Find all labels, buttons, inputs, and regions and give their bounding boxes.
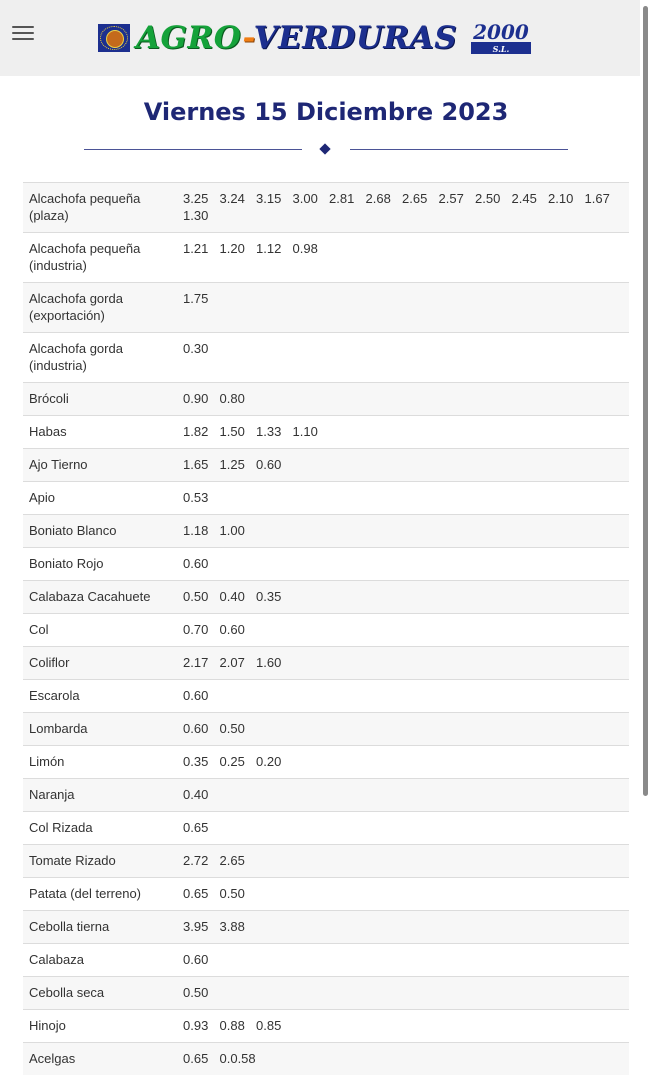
price-value: 0.20 — [256, 753, 293, 770]
product-name: Coliflor — [23, 647, 177, 680]
product-prices — [177, 449, 629, 482]
price-value: 0.60 — [183, 951, 220, 968]
price-value: 3.88 — [220, 918, 257, 935]
price-value: 0.25 — [220, 753, 257, 770]
product-name: Boniato Rojo — [23, 548, 177, 581]
price-value: 0.50 — [220, 720, 257, 737]
product-prices — [177, 383, 629, 416]
product-prices — [177, 614, 629, 647]
price-value: 2.50 — [475, 190, 512, 207]
product-name: Patata (del terreno) — [23, 878, 177, 911]
menu-line — [12, 38, 34, 40]
price-value: 1.25 — [220, 456, 257, 473]
price-value: 0.50 — [183, 984, 220, 1001]
price-value: 2.68 — [366, 190, 403, 207]
product-prices — [177, 944, 629, 977]
price-value: 0.60 — [220, 621, 257, 638]
product-name: Limón — [23, 746, 177, 779]
price-value: 2.45 — [512, 190, 549, 207]
product-name: Calabaza Cacahuete — [23, 581, 177, 614]
price-value: 2.81 — [329, 190, 366, 207]
logo-verduras: VERDURAS — [254, 20, 458, 56]
product-prices — [177, 746, 629, 779]
price-value: 2.17 — [183, 654, 220, 671]
price-value: 0.50 — [183, 588, 220, 605]
product-name: Hinojo — [23, 1010, 177, 1043]
price-value: 1.21 — [183, 240, 220, 257]
product-prices — [177, 812, 629, 845]
menu-line — [12, 26, 34, 28]
product-name: Alcachofa gorda (exportación) — [23, 283, 177, 333]
product-name: Brócoli — [23, 383, 177, 416]
product-name: Alcachofa pequeña (industria) — [23, 233, 177, 283]
logo-year-badge — [471, 22, 531, 54]
price-value: 2.65 — [402, 190, 439, 207]
product-prices — [177, 647, 629, 680]
price-value: 1.60 — [256, 654, 293, 671]
logo-year: 2000 — [471, 22, 531, 45]
price-value: 0.90 — [183, 390, 220, 407]
table-row — [23, 233, 629, 283]
price-value: 1.65 — [183, 456, 220, 473]
price-value: 0.65 — [183, 885, 220, 902]
table-row — [23, 812, 629, 845]
product-name: Cebolla tierna — [23, 911, 177, 944]
table-row — [23, 183, 629, 233]
price-value: 1.82 — [183, 423, 220, 440]
logo-suffix: S.L. — [471, 45, 531, 54]
price-value: 3.00 — [293, 190, 330, 207]
product-prices — [177, 878, 629, 911]
table-row — [23, 1043, 629, 1075]
price-value: 3.25 — [183, 190, 220, 207]
logo-emblem-icon — [98, 24, 130, 52]
product-prices — [177, 977, 629, 1010]
table-row — [23, 779, 629, 812]
price-value: 0.65 — [183, 1050, 220, 1067]
product-name: Lombarda — [23, 713, 177, 746]
product-name: Escarola — [23, 680, 177, 713]
price-value: 1.18 — [183, 522, 220, 539]
product-prices — [177, 680, 629, 713]
table-row — [23, 647, 629, 680]
price-value: 1.75 — [183, 290, 220, 307]
price-value: 0.85 — [256, 1017, 293, 1034]
price-value: 1.00 — [220, 522, 257, 539]
price-value: 3.15 — [256, 190, 293, 207]
price-value: 3.24 — [220, 190, 257, 207]
price-value: 0.40 — [183, 786, 220, 803]
price-table — [23, 182, 629, 1075]
menu-line — [12, 32, 34, 34]
product-prices — [177, 1010, 629, 1043]
price-value: 2.72 — [183, 852, 220, 869]
product-prices — [177, 1043, 629, 1075]
price-value: 1.20 — [220, 240, 257, 257]
table-row — [23, 746, 629, 779]
price-value: 0.50 — [220, 885, 257, 902]
price-value: 1.67 — [585, 190, 622, 207]
product-name: Col Rizada — [23, 812, 177, 845]
product-name: Naranja — [23, 779, 177, 812]
table-row — [23, 944, 629, 977]
product-prices — [177, 911, 629, 944]
table-row — [23, 548, 629, 581]
price-value: 2.65 — [220, 852, 257, 869]
product-prices — [177, 482, 629, 515]
table-row — [23, 283, 629, 333]
table-row — [23, 845, 629, 878]
product-prices — [177, 779, 629, 812]
price-value: 0.35 — [256, 588, 293, 605]
price-value: 0.60 — [183, 720, 220, 737]
table-row — [23, 713, 629, 746]
price-value: 0.0.58 — [220, 1050, 257, 1067]
table-row — [23, 911, 629, 944]
divider-left — [84, 149, 302, 150]
product-name: Boniato Blanco — [23, 515, 177, 548]
table-row — [23, 680, 629, 713]
price-value: 2.57 — [439, 190, 476, 207]
product-name: Calabaza — [23, 944, 177, 977]
diamond-ornament-icon — [319, 143, 330, 154]
price-value: 0.93 — [183, 1017, 220, 1034]
product-prices — [177, 183, 629, 233]
table-row — [23, 482, 629, 515]
table-row — [23, 614, 629, 647]
price-value: 0.88 — [220, 1017, 257, 1034]
price-value: 0.60 — [183, 687, 220, 704]
product-prices — [177, 515, 629, 548]
price-table-body — [23, 183, 629, 1075]
price-value: 1.30 — [183, 207, 220, 224]
price-value: 0.70 — [183, 621, 220, 638]
table-row — [23, 333, 629, 383]
price-value: 0.65 — [183, 819, 220, 836]
price-value: 2.10 — [548, 190, 585, 207]
price-value: 0.80 — [220, 390, 257, 407]
product-prices — [177, 581, 629, 614]
product-name: Tomate Rizado — [23, 845, 177, 878]
product-name: Alcachofa gorda (industria) — [23, 333, 177, 383]
product-name: Habas — [23, 416, 177, 449]
table-row — [23, 515, 629, 548]
product-prices — [177, 845, 629, 878]
top-bar — [0, 0, 640, 76]
table-row — [23, 383, 629, 416]
price-value: 0.60 — [183, 555, 220, 572]
price-value: 3.95 — [183, 918, 220, 935]
product-prices — [177, 416, 629, 449]
logo-agro: AGRO — [136, 20, 242, 56]
price-value: 0.30 — [183, 340, 220, 357]
product-prices — [177, 713, 629, 746]
divider-right — [350, 149, 568, 150]
globe-icon — [106, 30, 124, 48]
table-row — [23, 449, 629, 482]
product-name: Acelgas — [23, 1043, 177, 1075]
table-row — [23, 878, 629, 911]
table-row — [23, 977, 629, 1010]
product-prices — [177, 233, 629, 283]
logo-wordmark — [136, 20, 457, 56]
product-name: Alcachofa pequeña (plaza) — [23, 183, 177, 233]
hamburger-menu-icon[interactable] — [12, 25, 34, 42]
price-value: 0.98 — [293, 240, 330, 257]
price-value: 1.33 — [256, 423, 293, 440]
table-row — [23, 416, 629, 449]
table-row — [23, 581, 629, 614]
product-name: Apio — [23, 482, 177, 515]
product-prices — [177, 283, 629, 333]
price-value: 1.10 — [293, 423, 330, 440]
price-value: 1.12 — [256, 240, 293, 257]
price-value: 1.50 — [220, 423, 257, 440]
logo-dash: - — [242, 20, 253, 56]
page-title: Viernes 15 Diciembre 2023 — [0, 98, 652, 126]
price-value: 0.35 — [183, 753, 220, 770]
product-name: Cebolla seca — [23, 977, 177, 1010]
site-logo[interactable] — [98, 20, 531, 56]
table-row — [23, 1010, 629, 1043]
price-value: 0.60 — [256, 456, 293, 473]
product-prices — [177, 333, 629, 383]
product-name: Col — [23, 614, 177, 647]
product-prices — [177, 548, 629, 581]
product-name: Ajo Tierno — [23, 449, 177, 482]
price-value: 0.40 — [220, 588, 257, 605]
price-value: 0.53 — [183, 489, 220, 506]
price-value: 2.07 — [220, 654, 257, 671]
